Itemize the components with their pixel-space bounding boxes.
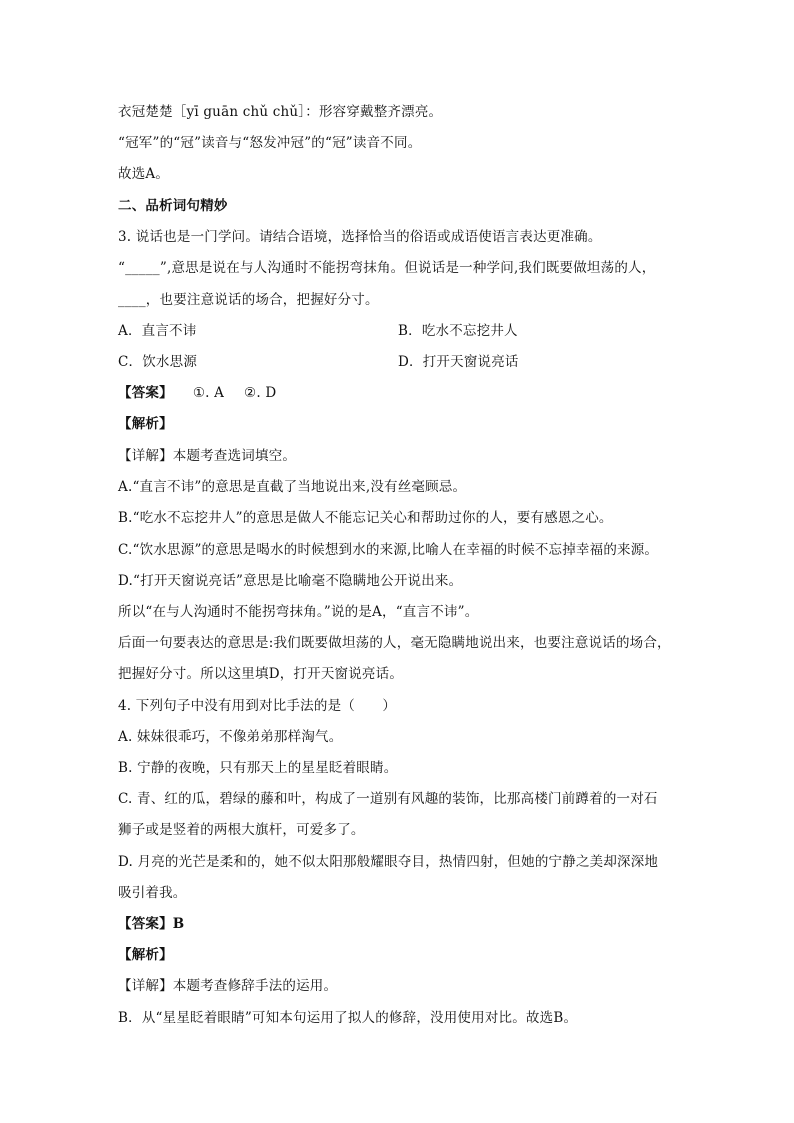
explanation-d: D.“打开天窗说亮话”意思是比喻毫不隐瞒地公开说出来。 — [118, 573, 463, 589]
answer-conclusion: 故选A。 — [118, 166, 170, 182]
analysis-label: 【解析】 — [118, 416, 173, 432]
explanation-4: B．从“星星眨着眼睛”可知本句运用了拟人的修辞，没用使用对比。故选B。 — [118, 1010, 578, 1026]
answer-label-4: 【答案】B — [118, 916, 185, 932]
option-b: B．吃水不忘挖井人 — [398, 323, 518, 339]
options-row-1 — [118, 321, 518, 341]
question-4-option-c-line-1: C. 青、红的瓜，碧绿的藤和叶，构成了一道别有风趣的装饰，比那高楼门前蹲着的一对石 — [118, 791, 658, 807]
explanation-a: A.“直言不讳”的意思是直截了当地说出来,没有丝毫顾忌。 — [118, 479, 467, 495]
question-4-option-d-line-1: D. 月亮的光芒是柔和的，她不似太阳那般耀眼夺目，热情四射，但她的宁静之美却深深地 — [118, 854, 659, 870]
explanation-b: B.“吃水不忘挖井人”的意思是做人不能忘记关心和帮助过你的人，要有感恩之心。 — [118, 510, 613, 526]
answer-row — [118, 383, 276, 403]
detail-intro-4: 【详解】本题考查修辞手法的运用。 — [118, 978, 338, 994]
reasoning-line-1: 所以“在与人沟通时不能拐弯抹角。”说的是A，“直言不讳”。 — [118, 604, 479, 620]
option-c: C．饮水思源 — [118, 354, 198, 370]
options-row-2 — [118, 352, 519, 372]
answer-1: ①. A — [192, 385, 225, 401]
question-4-option-a: A. 妹妹很乖巧，不像弟弟那样淘气。 — [118, 729, 343, 745]
answer-2: ②. D — [244, 385, 277, 401]
reasoning-line-3: 把握好分寸。所以这里填D，打开天窗说亮话。 — [118, 666, 404, 682]
question-3-stem: 3. 说话也是一门学问。请结合语境，选择恰当的俗语或成语使语言表达更准确。 — [118, 229, 602, 245]
explanation-c: C.“饮水思源”的意思是喝水的时候想到水的来源,比喻人在幸福的时候不忘掉幸福的来源。 — [118, 542, 659, 558]
question-4-option-c-line-2: 狮子或是竖着的两根大旗杆，可爱多了。 — [118, 822, 365, 838]
question-3-passage-line-2: ____，也要注意说话的场合，把握好分寸。 — [118, 292, 379, 308]
section-heading: 二、品析词句精妙 — [118, 198, 228, 214]
question-4-option-d-line-2: 吸引着我。 — [118, 885, 187, 901]
analysis-label-4: 【解析】 — [118, 947, 173, 963]
option-d: D．打开天窗说亮话 — [398, 354, 519, 370]
option-a: A．直言不讳 — [118, 323, 197, 339]
pronunciation-note: “冠军”的“冠”读音与“怒发冲冠”的“冠”读音不同。 — [118, 135, 422, 151]
question-3-passage-line-1: “_____”,意思是说在与人沟通时不能拐弯抹角。但说话是一种学问,我们既要做坦荡的人， — [118, 260, 656, 276]
reasoning-line-2: 后面一句要表达的意思是:我们既要做坦荡的人，毫无隐瞒地说出来，也要注意说话的场合， — [118, 635, 671, 651]
detail-intro: 【详解】本题考查选词填空。 — [118, 448, 297, 464]
question-4-stem: 4. 下列句子中没有用到对比手法的是（ ） — [118, 698, 397, 714]
definition-line: 衣冠楚楚［yī guān chǔ chǔ］：形容穿戴整齐漂亮。 — [118, 104, 443, 120]
answer-label: 【答案】 — [118, 385, 173, 401]
question-4-option-b: B. 宁静的夜晚，只有那天上的星星眨着眼睛。 — [118, 760, 398, 776]
